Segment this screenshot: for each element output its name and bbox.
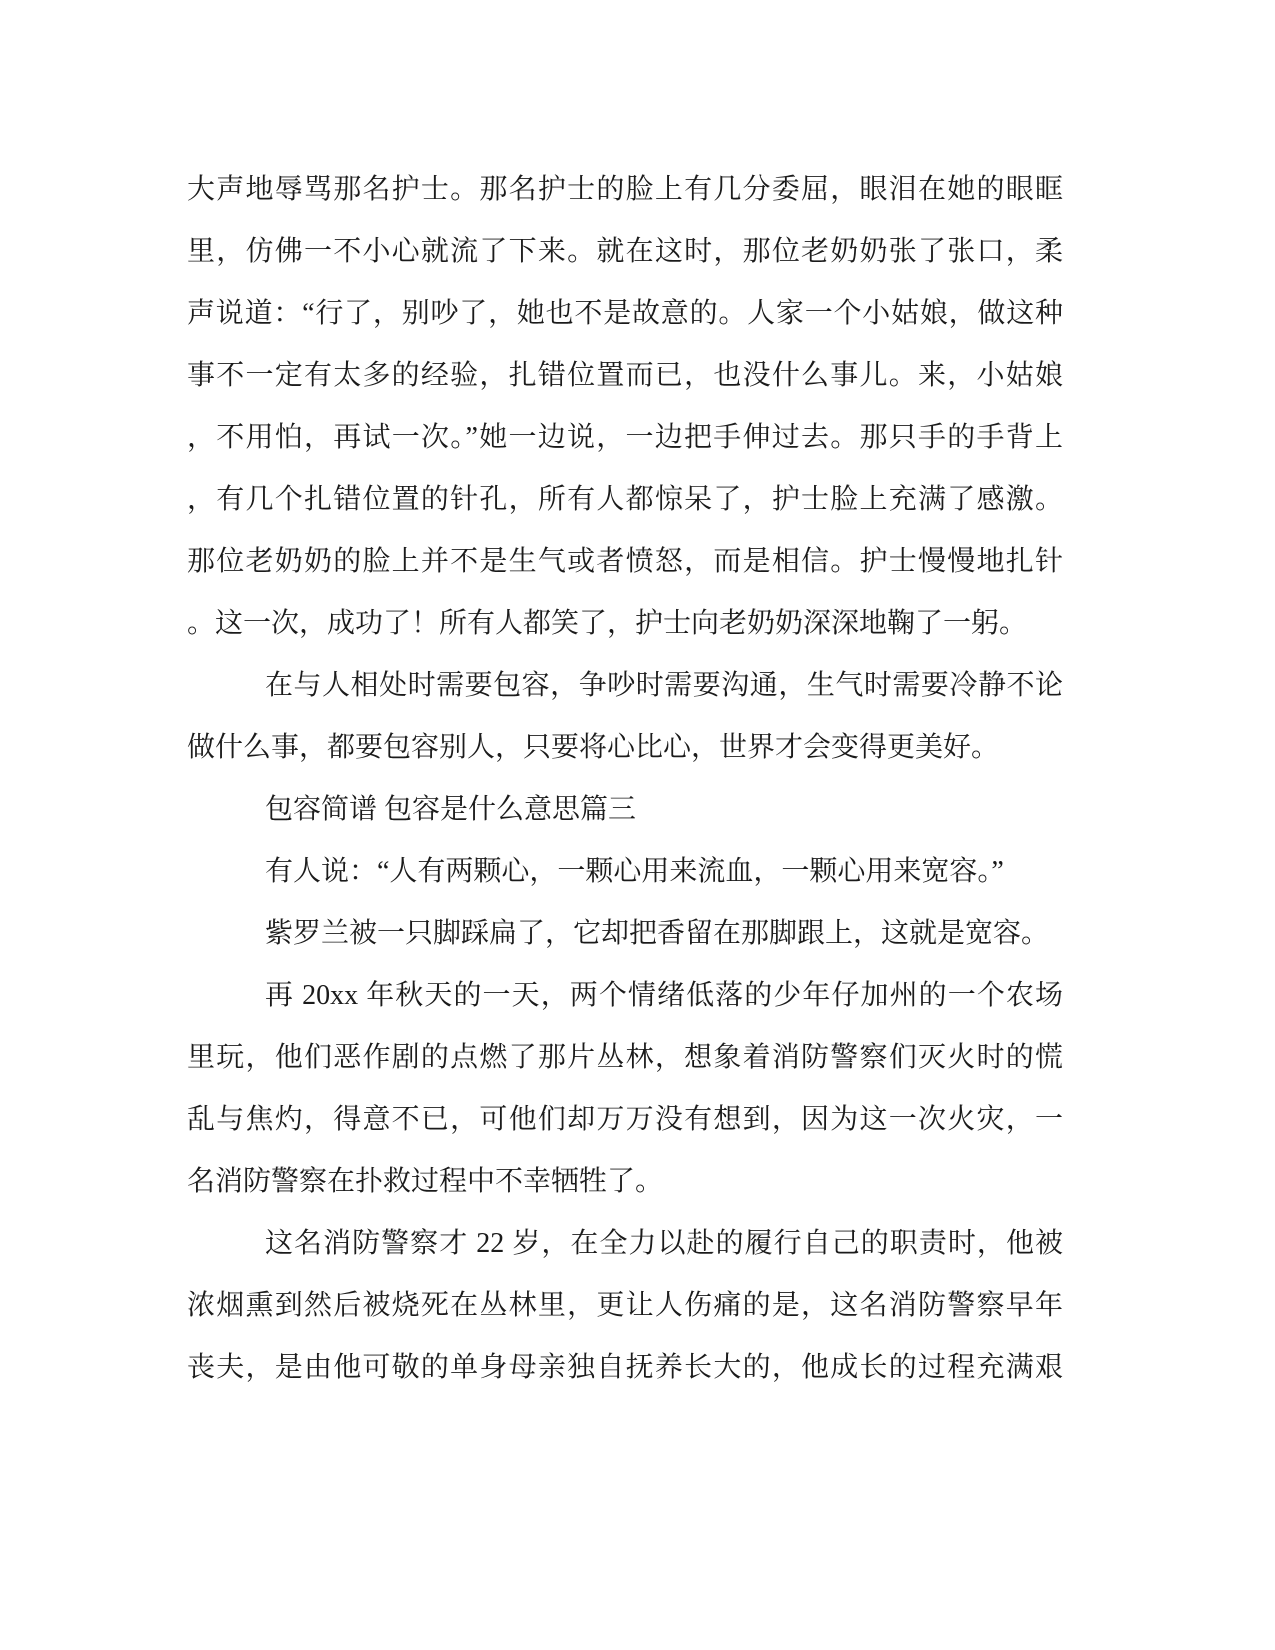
text-line: 紫罗兰被一只脚踩扁了，它却把香留在那脚跟上，这就是宽容。 — [265, 918, 1050, 949]
text-line: 浓烟熏到然后被烧死在丛林里，更让人伤痛的是，这名消防警察早年 — [187, 1290, 1063, 1321]
text-line: 在与人相处时需要包容，争吵时需要沟通，生气时需要冷静不论 — [265, 670, 1063, 701]
text-line: 里玩，他们恶作剧的点燃了那片丛林，想象着消防警察们灭火时的慌 — [187, 1042, 1063, 1073]
text-line: 名消防警察在扑救过程中不幸牺牲了。 — [187, 1166, 664, 1197]
text-line: 里，仿佛一不小心就流了下来。就在这时，那位老奶奶张了张口，柔 — [187, 236, 1063, 267]
text-line: 做什么事，都要包容别人，只要将心比心，世界才会变得更美好。 — [187, 732, 1000, 763]
text-line: ，有几个扎错位置的针孔，所有人都惊呆了，护士脸上充满了感激。 — [187, 484, 1063, 515]
text-line: 乱与焦灼，得意不已，可他们却万万没有想到，因为这一次火灾，一 — [187, 1104, 1063, 1135]
text-line: 丧夫，是由他可敬的单身母亲独自抚养长大的，他成长的过程充满艰 — [187, 1352, 1063, 1383]
text-line: 事不一定有太多的经验，扎错位置而已，也没什么事儿。来，小姑娘 — [187, 360, 1063, 391]
text-line: ，不用怕，再试一次。”她一边说，一边把手伸过去。那只手的手背上 — [187, 422, 1063, 453]
document-text-block — [187, 159, 1063, 1399]
text-line: 那位老奶奶的脸上并不是生气或者愤怒，而是相信。护士慢慢地扎针 — [187, 546, 1063, 577]
text-line: 大声地辱骂那名护士。那名护士的脸上有几分委屈，眼泪在她的眼眶 — [187, 174, 1063, 205]
text-line: 包容简谱 包容是什么意思篇三 — [265, 794, 637, 825]
text-line: 这名消防警察才 22 岁，在全力以赴的履行自己的职责时，他被 — [265, 1228, 1063, 1259]
text-line: 声说道：“行了，别吵了，她也不是故意的。人家一个小姑娘，做这种 — [187, 298, 1063, 329]
text-line: 有人说：“人有两颗心，一颗心用来流血，一颗心用来宽容。” — [265, 856, 1004, 887]
text-line: 再 20xx 年秋天的一天，两个情绪低落的少年仔加州的一个农场 — [265, 980, 1063, 1011]
text-line: 。这一次，成功了！所有人都笑了，护士向老奶奶深深地鞠了一躬。 — [187, 608, 1028, 639]
